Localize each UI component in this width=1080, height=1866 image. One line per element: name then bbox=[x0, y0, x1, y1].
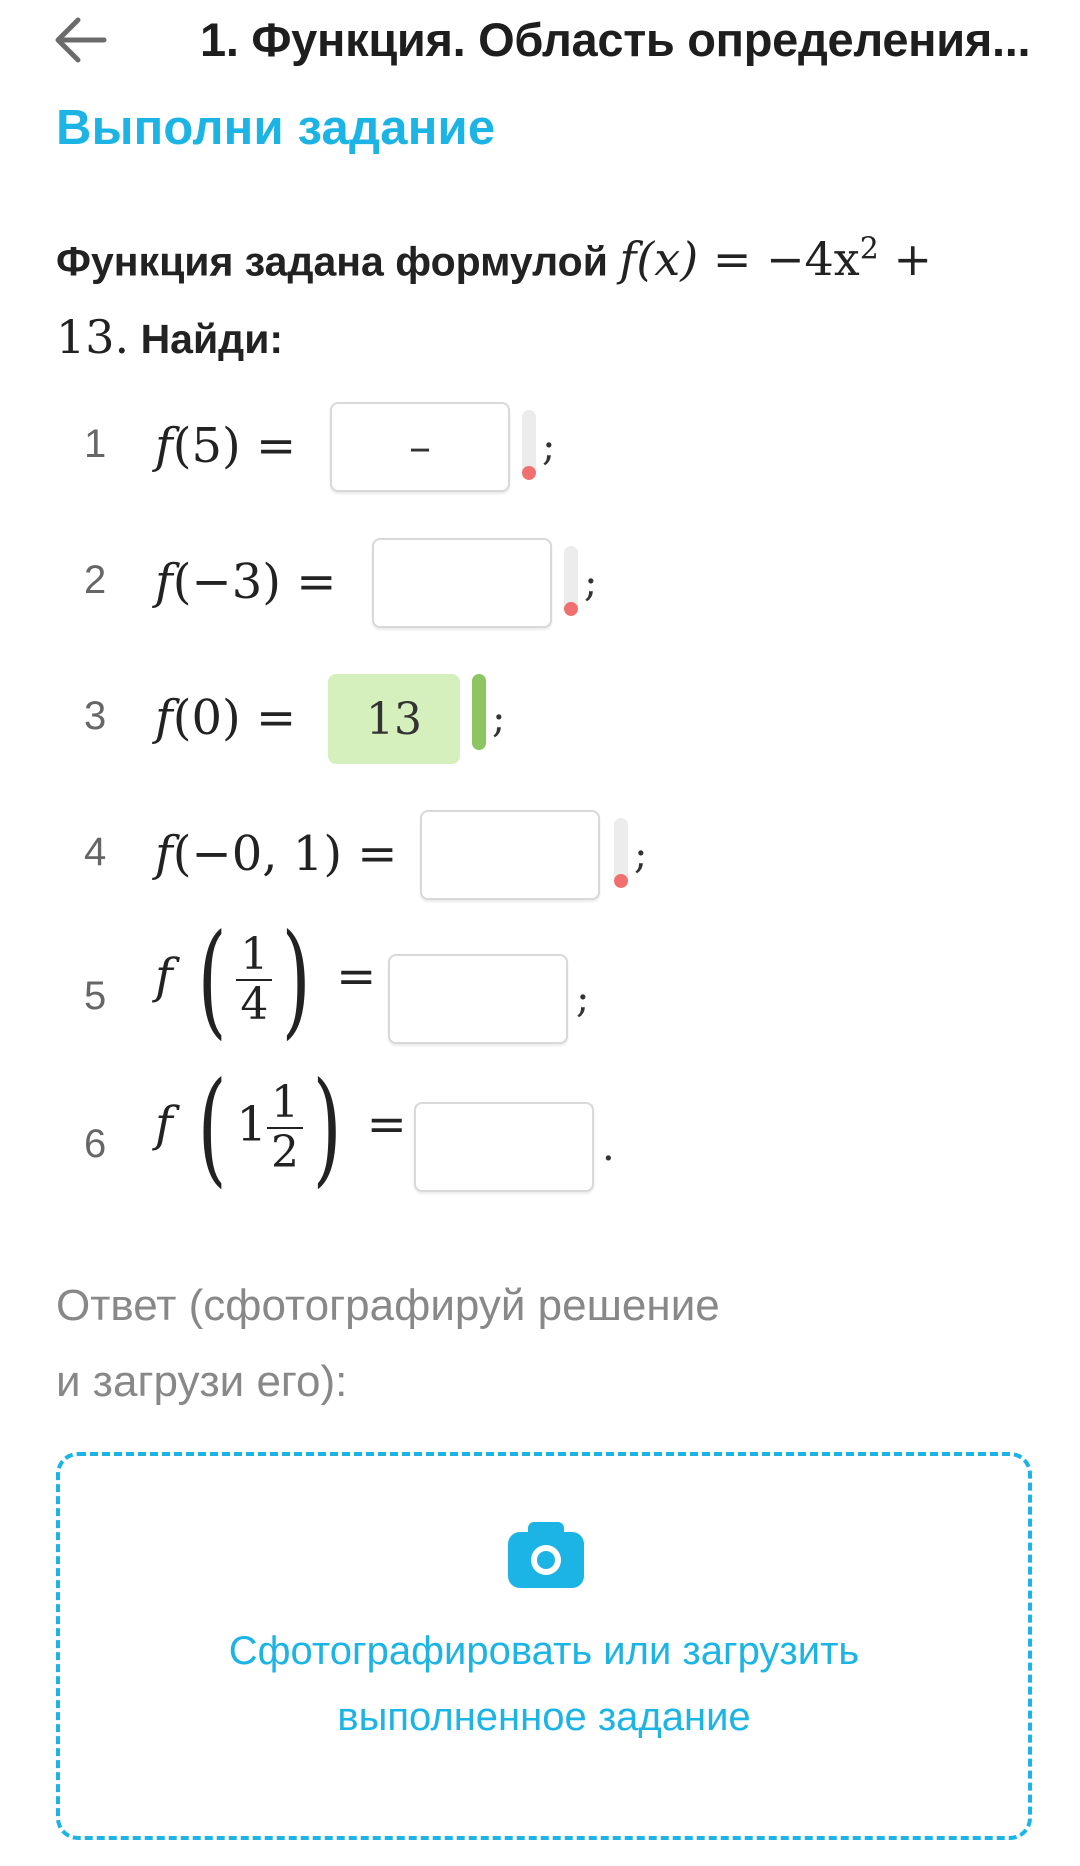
separator: ; bbox=[492, 696, 506, 742]
task-number: 6 bbox=[84, 1122, 107, 1166]
arrow-left-icon[interactable] bbox=[52, 14, 108, 66]
task-expression: f(−3) = bbox=[155, 554, 337, 610]
task-number: 2 bbox=[84, 558, 107, 602]
answer-input-2[interactable] bbox=[372, 538, 552, 628]
page-title: 1. Функция. Область определения... bbox=[200, 13, 1031, 66]
task-row-6 bbox=[0, 1056, 1080, 1200]
attempts-bar-fill bbox=[614, 874, 628, 888]
separator: . bbox=[602, 1124, 615, 1170]
separator: ; bbox=[576, 976, 590, 1022]
attempts-bar bbox=[614, 818, 628, 888]
status-bar-correct bbox=[472, 674, 486, 750]
task-row-5 bbox=[0, 908, 1080, 1052]
answer-label-line2: и загрузи его): bbox=[56, 1357, 348, 1406]
upload-area[interactable] bbox=[56, 1452, 1032, 1840]
fraction: $\frac{1}{2}$ bbox=[267, 1079, 303, 1177]
attempts-bar bbox=[522, 410, 536, 480]
task-number: 3 bbox=[84, 694, 107, 738]
separator: ; bbox=[542, 424, 556, 470]
find-label: Найди: bbox=[140, 316, 284, 363]
task-number: 5 bbox=[84, 974, 107, 1018]
task-row-2 bbox=[0, 536, 1080, 632]
answer-input-1[interactable] bbox=[330, 402, 510, 492]
task-expression: f(0) = bbox=[155, 690, 297, 746]
answer-input-3[interactable] bbox=[328, 674, 460, 764]
task-number: 1 bbox=[84, 422, 107, 466]
answer-input-5[interactable] bbox=[388, 954, 568, 1044]
task-expression: f(−0, 1) = bbox=[155, 826, 398, 882]
upload-text bbox=[60, 1618, 1028, 1750]
attempts-bar-fill bbox=[522, 466, 536, 480]
answer-input-4[interactable] bbox=[420, 810, 600, 900]
upload-text-line2: выполненное задание bbox=[337, 1695, 751, 1739]
task-row-1 bbox=[0, 400, 1080, 496]
task-row-3 bbox=[0, 672, 1080, 768]
formula-constant: 13. bbox=[56, 310, 130, 365]
problem-lead: Функция задана формулой bbox=[56, 238, 608, 285]
task-expression: f(5) = bbox=[155, 418, 297, 474]
formula-rhs: −4x bbox=[766, 232, 860, 287]
separator: ; bbox=[584, 560, 598, 606]
camera-icon bbox=[508, 1522, 584, 1588]
upload-text-line1: Сфотографировать или загрузить bbox=[228, 1629, 860, 1673]
formula-lhs: f(x) bbox=[619, 232, 699, 287]
task-expression: f ( 1 $\frac{1}{2}$ ) = bbox=[155, 1056, 407, 1200]
formula-exponent: 2 bbox=[859, 232, 879, 267]
answer-label bbox=[56, 1268, 956, 1420]
attempts-bar bbox=[564, 546, 578, 616]
task-number: 4 bbox=[84, 830, 107, 874]
task-expression: f ( $\frac{1}{4}$ ) = bbox=[155, 908, 377, 1052]
problem-statement bbox=[56, 212, 1016, 377]
separator: ; bbox=[634, 832, 648, 878]
top-bar bbox=[0, 0, 1080, 92]
fraction: $\frac{1}{4}$ bbox=[236, 931, 272, 1029]
section-title: Выполни задание bbox=[56, 101, 496, 155]
formula: $f(x) = -4x^2$ + bbox=[619, 232, 933, 287]
task-row-4 bbox=[0, 808, 1080, 904]
answer-label-line1: Ответ (сфотографируй решение bbox=[56, 1281, 720, 1330]
formula-plus: + bbox=[893, 232, 933, 287]
attempts-bar-fill bbox=[564, 602, 578, 616]
answer-input-6[interactable] bbox=[414, 1102, 594, 1192]
